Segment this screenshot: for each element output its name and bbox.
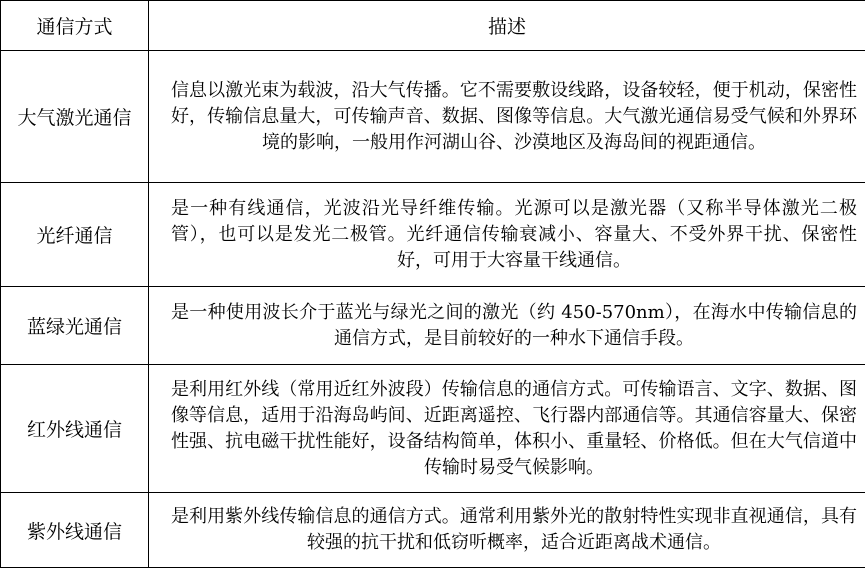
- description-cell: 是利用紫外线传输信息的通信方式。通常利用紫外光的散射特性实现非直视通信，具有较强的抗干扰和低窃听概率，适合近距离战术通信。: [149, 493, 865, 568]
- method-cell: 红外线通信: [1, 365, 149, 493]
- description-cell: 信息以激光束为载波，沿大气传播。它不需要敷设线路，设备较轻，便于机动，保密性好，传输信息量大，可传输声音、数据、图像等信息。大气激光通信易受气候和外界环境的影响，一般用作河湖山谷、沙漠地区及海岛间的视距通信。: [149, 51, 865, 183]
- method-cell: 光纤通信: [1, 183, 149, 287]
- table-header-row: [1, 1, 865, 51]
- table-row: [1, 365, 865, 493]
- description-cell: 是利用红外线（常用近红外波段）传输信息的通信方式。可传输语言、文字、数据、图像等信息，适用于沿海岛屿间、近距离遥控、飞行器内部通信等。其通信容量大、保密性强、抗电磁干扰性能好，设备结构简单，体积小、重量轻、价格低。但在大气信道中传输时易受气候影响。: [149, 365, 865, 493]
- table-row: [1, 51, 865, 183]
- table-row: [1, 183, 865, 287]
- table-row: [1, 287, 865, 365]
- method-cell: 蓝绿光通信: [1, 287, 149, 365]
- header-description: 描述: [149, 1, 865, 51]
- description-cell: 是一种使用波长介于蓝光与绿光之间的激光（约 450-570nm），在海水中传输信息的通信方式，是目前较好的一种水下通信手段。: [149, 287, 865, 365]
- header-method: 通信方式: [1, 1, 149, 51]
- table-row: [1, 493, 865, 568]
- method-cell: 紫外线通信: [1, 493, 149, 568]
- description-cell: 是一种有线通信，光波沿光导纤维传输。光源可以是激光器（又称半导体激光二极管），也可以是发光二极管。光纤通信传输衰减小、容量大、不受外界干扰、保密性好，可用于大容量干线通信。: [149, 183, 865, 287]
- method-cell: 大气激光通信: [1, 51, 149, 183]
